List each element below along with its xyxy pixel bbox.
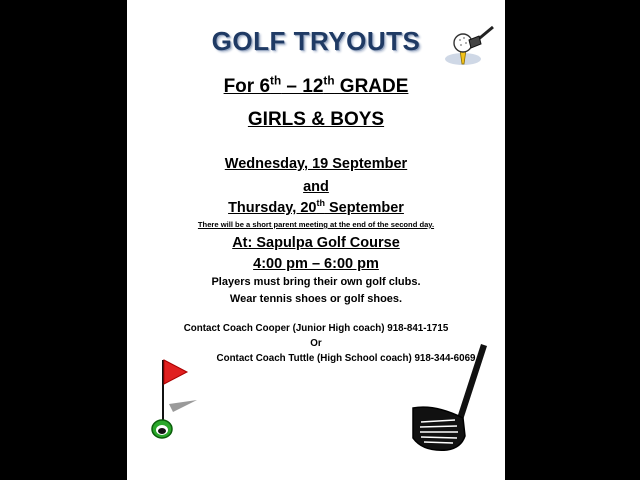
day-two-sup: th	[316, 198, 325, 209]
location-line: At: Sapulpa Golf Course	[232, 235, 400, 251]
day-one-line: Wednesday, 19 September	[224, 156, 408, 172]
grade-prefix: For 6	[223, 76, 271, 97]
grade-sup-1: th	[270, 74, 282, 88]
grade-suffix: GRADE	[334, 76, 409, 97]
clubs-note: Players must bring their own golf clubs.	[211, 276, 421, 288]
shoes-note: Wear tennis shoes or golf shoes.	[229, 293, 403, 305]
flyer-page	[127, 0, 505, 480]
contact-cooper: Contact Coach Cooper (Junior High coach) 918-841-1715	[183, 323, 449, 334]
day-two-line	[127, 200, 505, 216]
grade-mid: – 12	[281, 76, 324, 97]
and-line: and	[303, 179, 329, 195]
girls-boys-line: GIRLS & BOYS	[247, 109, 385, 130]
meeting-note: There will be a short parent meeting at the end of the second day.	[197, 220, 435, 229]
golf-flag-hole-icon	[147, 354, 207, 444]
day-two-prefix: Thursday, 20	[228, 200, 317, 216]
day-two-suffix: September	[324, 200, 404, 216]
grade-line	[127, 76, 505, 98]
flyer-title: GOLF TRYOUTS	[211, 26, 421, 56]
grade-sup-2: th	[323, 74, 335, 88]
or-line: Or	[310, 338, 322, 349]
golf-club-icon	[405, 340, 495, 458]
time-line: 4:00 pm – 6:00 pm	[253, 256, 379, 272]
contact-tuttle: Contact Coach Tuttle (High School coach) 918-344-6069	[216, 353, 476, 364]
golf-ball-on-tee-icon	[441, 24, 497, 68]
